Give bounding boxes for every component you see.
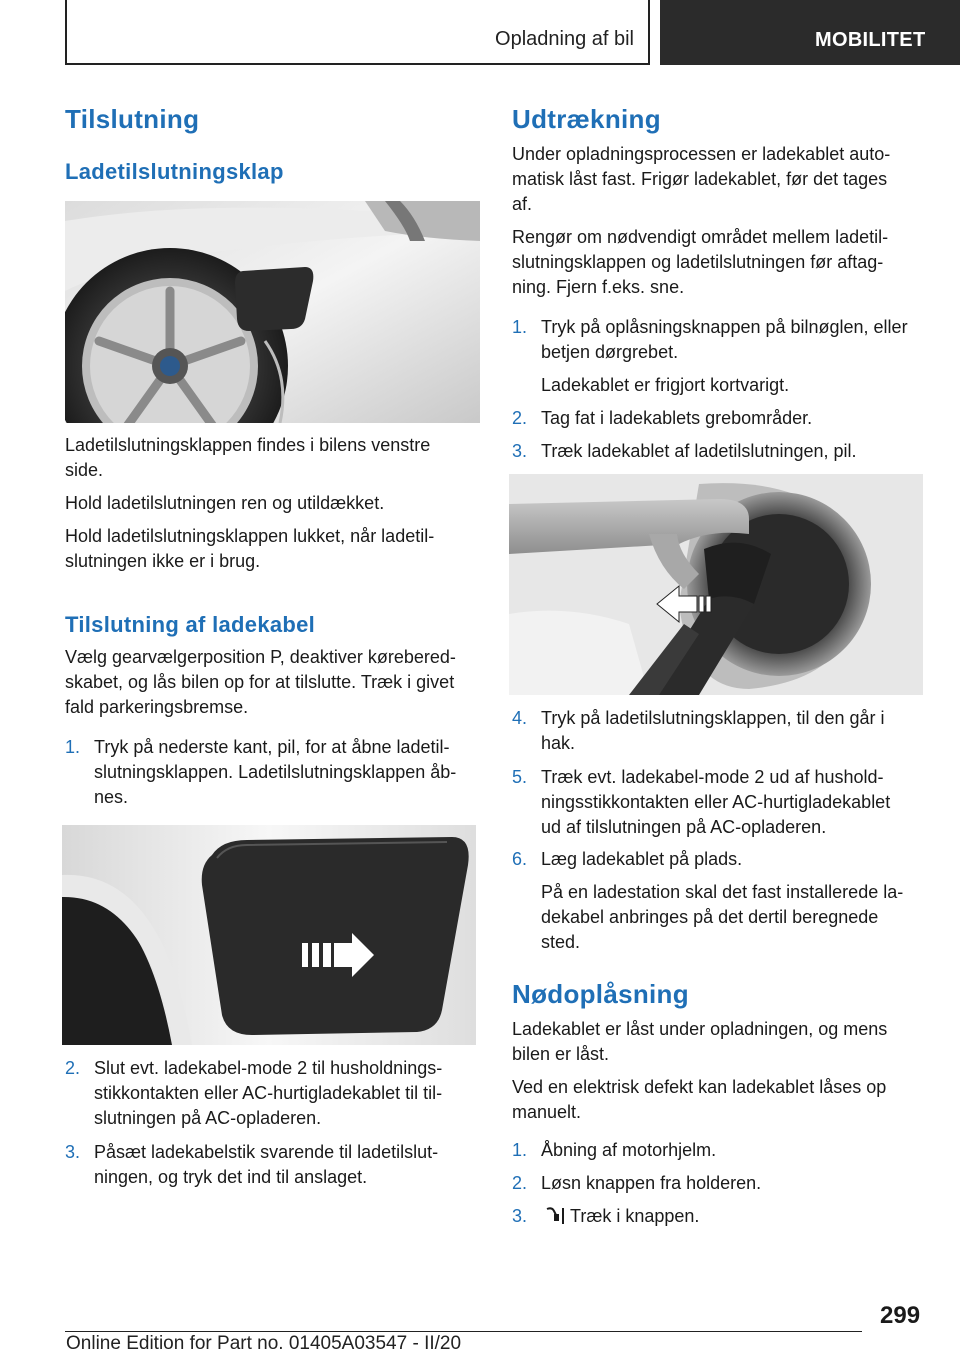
step-number: 2. bbox=[512, 408, 528, 428]
right-step-1 bbox=[512, 315, 942, 395]
heading-tilslutning: Tilslutning bbox=[65, 104, 200, 134]
right-b-step-2 bbox=[512, 1171, 942, 1196]
paragraph-1a: Ladetilslutningsklappen findes i bilens venstre bbox=[65, 435, 431, 455]
right-step-5 bbox=[512, 765, 942, 845]
step-number: 2. bbox=[512, 1173, 528, 1193]
step-text-b: stikkontakten eller AC-hurtigladekablet til til‐ bbox=[94, 1083, 443, 1103]
right-step-4 bbox=[512, 706, 942, 761]
header-chapter-title: MOBILITET bbox=[815, 29, 926, 51]
closed-flap-illustration bbox=[62, 825, 476, 1045]
r-paragraph-2b: slutningsklappen og ladetilslutningen før aftag‐ bbox=[512, 252, 884, 272]
step-text-a: Tag fat i ladekablets grebområder. bbox=[541, 408, 813, 428]
paragraph-4b: skabet, og lås bilen op for at tilslutte. Træk i givet bbox=[65, 672, 455, 692]
step-text-b: slutningsklappen. Ladetilslutningsklappen åb‐ bbox=[94, 762, 457, 782]
footer-divider bbox=[65, 1331, 862, 1332]
step-number: 2. bbox=[65, 1058, 81, 1078]
right-step-6 bbox=[512, 847, 942, 957]
pull-handle-icon bbox=[544, 1206, 566, 1233]
paragraph-3b: slutningen ikke er i brug. bbox=[65, 551, 261, 571]
step-text-a: Træk ladekablet af ladetilslutningen, pil. bbox=[541, 441, 857, 461]
step-number: 4. bbox=[512, 708, 528, 728]
step-number: 3. bbox=[512, 1206, 528, 1226]
step-text-a: Tryk på ladetilslutningsklappen, til den går i bbox=[541, 708, 885, 728]
left-step-1 bbox=[65, 735, 485, 815]
footer-edition-text: Online Edition for Part no. 01405A03547 - II/20 bbox=[66, 1333, 462, 1354]
step-number: 5. bbox=[512, 767, 528, 787]
header-chapter-tab bbox=[660, 0, 960, 65]
r-paragraph-4a: Ved en elektrisk defekt kan ladekablet låses op bbox=[512, 1077, 887, 1097]
right-step-2 bbox=[512, 406, 942, 431]
car-side-image bbox=[65, 201, 480, 423]
paragraph-4c: fald parkeringsbremse. bbox=[65, 697, 249, 717]
step-text-b: hak. bbox=[541, 733, 576, 753]
step-text-b: ningen, og tryk det ind til anslaget. bbox=[94, 1167, 368, 1187]
step-text-c: slutningen på AC-opladeren. bbox=[94, 1108, 322, 1128]
heading-tilslutning-af-ladekabel: Tilslutning af ladekabel bbox=[65, 612, 316, 637]
step-number: 1. bbox=[512, 1140, 528, 1160]
paragraph-2: Hold ladetilslutningen ren og utildækket. bbox=[65, 493, 385, 513]
r-paragraph-1a: Under opladningsprocessen er ladekablet auto‐ bbox=[512, 144, 891, 164]
step-number: 3. bbox=[512, 441, 528, 461]
step-number: 3. bbox=[65, 1142, 81, 1162]
r-paragraph-3b: bilen er låst. bbox=[512, 1044, 610, 1064]
charging-plug-illustration bbox=[509, 474, 923, 695]
r-paragraph-1b: matisk låst fast. Frigør ladekablet, før det tages bbox=[512, 169, 888, 189]
step-text-a: Tryk på nederste kant, pil, for at åbne ladetil‐ bbox=[94, 737, 450, 757]
header-section-title: Opladning af bil bbox=[495, 28, 634, 50]
step-text-c: ud af tilslutningen på AC-opladeren. bbox=[541, 817, 827, 837]
r-paragraph-1c: af. bbox=[512, 194, 533, 214]
right-b-step-3 bbox=[512, 1204, 942, 1229]
charging-plug-image bbox=[509, 474, 923, 695]
step-text-b: ningsstikkontakten eller AC-hurtigladekablet bbox=[541, 792, 891, 812]
step-text-a: Slut evt. ladekabel-mode 2 til husholdnings‐ bbox=[94, 1058, 443, 1078]
header-section-box bbox=[65, 0, 650, 65]
step-text-b: På en ladestation skal det fast installerede la‐ bbox=[541, 882, 904, 902]
step-text-a: Læg ladekablet på plads. bbox=[541, 849, 743, 869]
r-paragraph-4b: manuelt. bbox=[512, 1102, 582, 1122]
step-text-d: sted. bbox=[541, 932, 581, 952]
step-text-c: Ladekablet er frigjort kortvarigt. bbox=[541, 375, 790, 395]
paragraph-4a: Vælg gearvælgerposition P, deaktiver kørebered‐ bbox=[65, 647, 456, 667]
paragraph-1b: side. bbox=[65, 460, 104, 480]
step-text-a: Tryk på oplåsningsknappen på bilnøglen, eller bbox=[541, 317, 908, 337]
left-step-3 bbox=[65, 1140, 485, 1195]
step-number: 1. bbox=[65, 737, 81, 757]
step-text-a: Løsn knappen fra holderen. bbox=[541, 1173, 762, 1193]
step-text-c: nes. bbox=[94, 787, 129, 807]
car-side-illustration bbox=[65, 201, 480, 423]
step-number: 1. bbox=[512, 317, 528, 337]
step-text-a: Åbning af motorhjelm. bbox=[541, 1140, 717, 1160]
right-step-3 bbox=[512, 439, 942, 464]
step-number: 6. bbox=[512, 849, 528, 869]
step-text-c: dekabel anbringes på det dertil beregnede bbox=[541, 907, 879, 927]
r-paragraph-2a: Rengør om nødvendigt området mellem ladetil‐ bbox=[512, 227, 889, 247]
heading-nodoplasning: Nødoplåsning bbox=[512, 979, 689, 1009]
r-paragraph-3a: Ladekablet er låst under opladningen, og mens bbox=[512, 1019, 888, 1039]
page-number: 299 bbox=[880, 1302, 921, 1329]
step-text-a: Træk i knappen. bbox=[570, 1206, 700, 1226]
step-text-a: Påsæt ladekabelstik svarende til ladetilslut‐ bbox=[94, 1142, 439, 1162]
paragraph-3a: Hold ladetilslutningsklappen lukket, når ladetil‐ bbox=[65, 526, 435, 546]
heading-ladetilslutningsklap: Ladetilslutningsklap bbox=[65, 159, 284, 184]
heading-udtraekning: Udtrækning bbox=[512, 104, 661, 134]
step-text-a: Træk evt. ladekabel-mode 2 ud af hushold‐ bbox=[541, 767, 884, 787]
closed-flap-image bbox=[62, 825, 476, 1045]
right-b-step-1 bbox=[512, 1138, 942, 1163]
left-step-2 bbox=[65, 1056, 485, 1136]
step-text-b: betjen dørgrebet. bbox=[541, 342, 679, 362]
r-paragraph-2c: ning. Fjern f.eks. sne. bbox=[512, 277, 685, 297]
